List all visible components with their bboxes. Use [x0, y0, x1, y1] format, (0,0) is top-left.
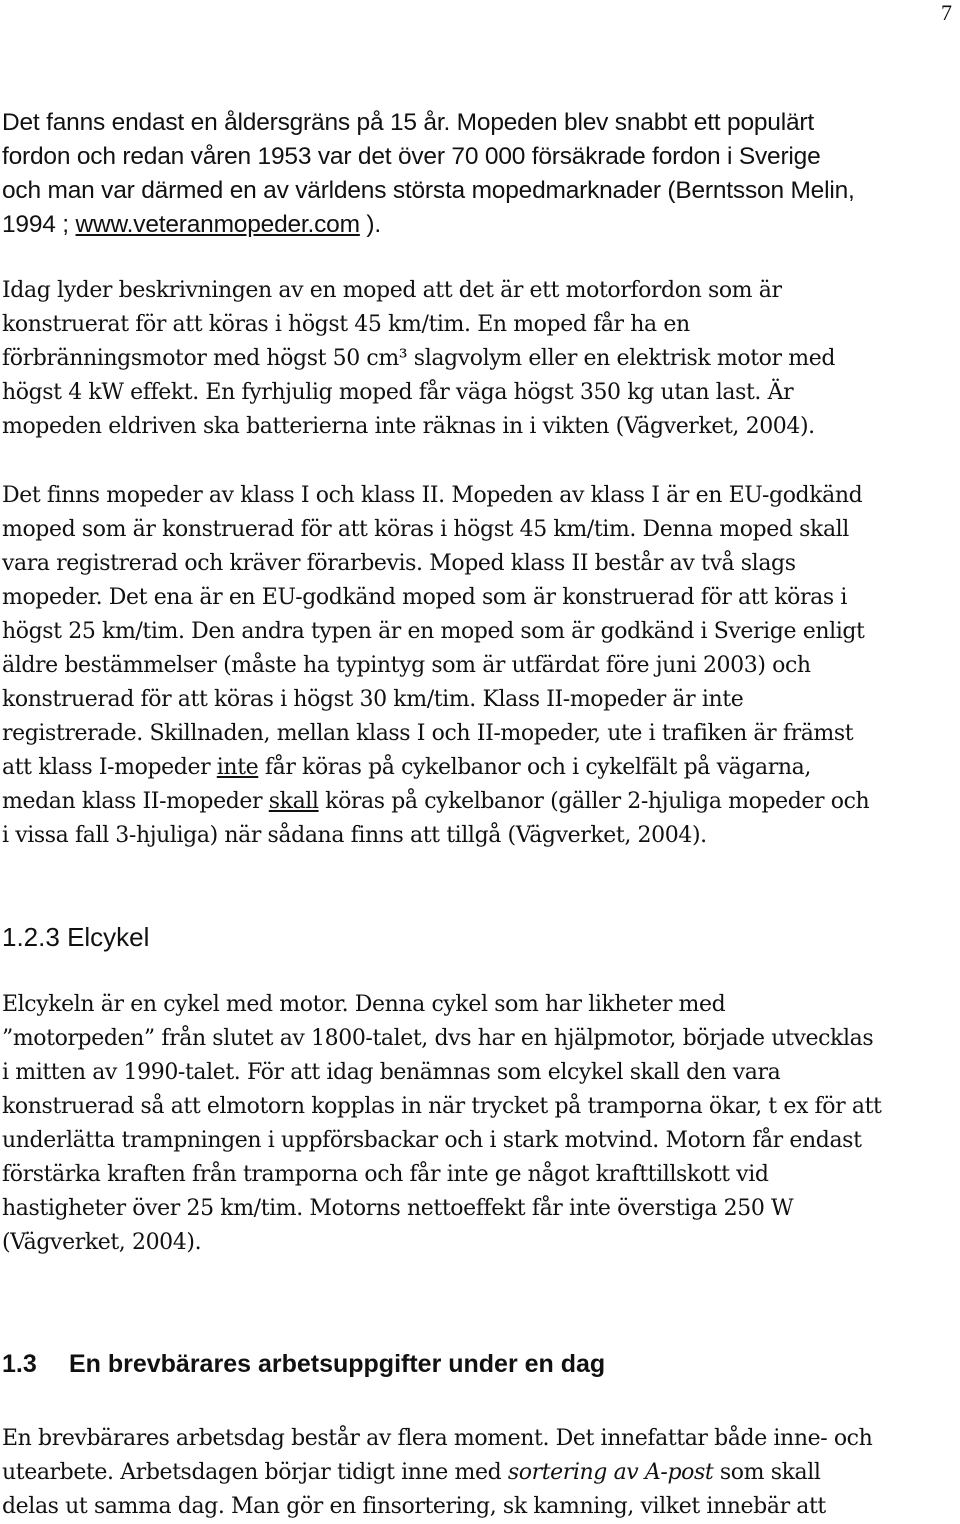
text-line: förstärka kraften från tramporna och får inte ge något krafttillskott vid	[2, 1162, 769, 1187]
text-line: delas ut samma dag. Man gör en finsortering, sk kamning, vilket innebär att	[2, 1494, 826, 1519]
text-line: registrerade. Skillnaden, mellan klass I och II-mopeder, ute i trafiken är främst	[2, 721, 854, 746]
text-line: Det finns mopeder av klass I och klass II. Mopeden av klass I är en EU-godkänd	[2, 483, 863, 508]
text-line	[2, 208, 957, 242]
text-line: i vissa fall 3-hjuliga) när sådana finns att tillgå (Vägverket, 2004).	[2, 823, 707, 848]
section-number: 1.3	[2, 1350, 37, 1378]
section-heading-brevbarare	[2, 1350, 605, 1379]
section-title: En brevbärares arbetsuppgifter under en dag	[68, 1350, 606, 1378]
text-line: ”motorpeden” från slutet av 1800-talet, dvs har en hjälpmotor, började utvecklas	[2, 1026, 874, 1051]
text-line: Det fanns endast en åldersgräns på 15 år. Mopeden blev snabbt ett populärt	[2, 109, 814, 136]
text-line: konstruerad så att elmotorn kopplas in när trycket på tramporna ökar, t ex för att	[2, 1094, 882, 1119]
paragraph-moped-definition	[2, 274, 957, 444]
text-line: konstruerat för att köras i högst 45 km/tim. En moped får ha en	[2, 312, 690, 337]
text-fragment: får köras på cykelbanor och i cykelfält på vägarna,	[258, 755, 811, 780]
text-line: fordon och redan våren 1953 var det över 70 000 försäkrade fordon i Sverige	[2, 143, 821, 170]
text-fragment: att klass I-mopeder	[2, 755, 217, 780]
text-line: konstruerad för att köras i högst 30 km/tim. Klass II-mopeder är inte	[2, 687, 744, 712]
text-line: och man var därmed en av världens största mopedmarknader (Berntsson Melin,	[2, 177, 855, 204]
text-line	[2, 1456, 957, 1490]
text-fragment: köras på cykelbanor (gäller 2-hjuliga mopeder och	[318, 789, 870, 814]
section-number: 1.2.3	[2, 922, 60, 952]
paragraph-moped-classes	[2, 479, 957, 853]
text-line: vara registrerad och kräver förarbevis. Moped klass II består av två slags	[2, 551, 796, 576]
section-heading-elcykel	[2, 922, 149, 953]
paragraph-elcykel	[2, 988, 957, 1260]
text-fragment: som skall	[713, 1460, 821, 1485]
underlined-word: inte	[216, 755, 259, 780]
page-number: 7	[941, 0, 952, 25]
italic-term: sortering av A-post	[507, 1460, 714, 1485]
text-line: moped som är konstruerad för att köras i högst 45 km/tim. Denna moped skall	[2, 517, 849, 542]
text-line: En brevbärares arbetsdag består av flera moment. Det innefattar både inne- och	[2, 1426, 873, 1451]
text-fragment: medan klass II-mopeder	[2, 789, 269, 814]
paragraph-history	[2, 106, 957, 242]
text-line: mopeden eldriven ska batterierna inte räknas in i vikten (Vägverket, 2004).	[2, 414, 815, 439]
text-line: underlätta trampningen i uppförsbackar och i stark motvind. Motorn får endast	[2, 1128, 862, 1153]
text-fragment: 1994 ;	[2, 211, 76, 238]
text-line: i mitten av 1990-talet. För att idag benämnas som elcykel skall den vara	[2, 1060, 781, 1085]
text-fragment: utearbete. Arbetsdagen börjar tidigt inne med	[2, 1460, 508, 1485]
text-line: (Vägverket, 2004).	[2, 1230, 202, 1255]
text-fragment: ).	[359, 211, 382, 238]
text-line: högst 4 kW effekt. En fyrhjulig moped får väga högst 350 kg utan last. Är	[2, 380, 794, 405]
paragraph-workday	[2, 1422, 957, 1524]
website-link[interactable]: www.veteranmopeder.com	[75, 211, 360, 238]
text-line: högst 25 km/tim. Den andra typen är en moped som är godkänd i Sverige enligt	[2, 619, 865, 644]
text-line: Elcykeln är en cykel med motor. Denna cykel som har likheter med	[2, 992, 726, 1017]
text-line: hastigheter över 25 km/tim. Motorns nettoeffekt får inte överstiga 250 W	[2, 1196, 794, 1221]
text-line: förbränningsmotor med högst 50 cm³ slagvolym eller en elektrisk motor med	[2, 346, 836, 371]
text-line	[2, 751, 957, 785]
section-title: Elcykel	[67, 922, 150, 952]
text-line: mopeder. Det ena är en EU-godkänd moped som är konstruerad för att köras i	[2, 585, 847, 610]
underlined-word: skall	[268, 789, 319, 814]
text-line: äldre bestämmelser (måste ha typintyg som är utfärdat före juni 2003) och	[2, 653, 811, 678]
text-line	[2, 785, 957, 819]
text-line: Idag lyder beskrivningen av en moped att det är ett motorfordon som är	[2, 278, 782, 303]
